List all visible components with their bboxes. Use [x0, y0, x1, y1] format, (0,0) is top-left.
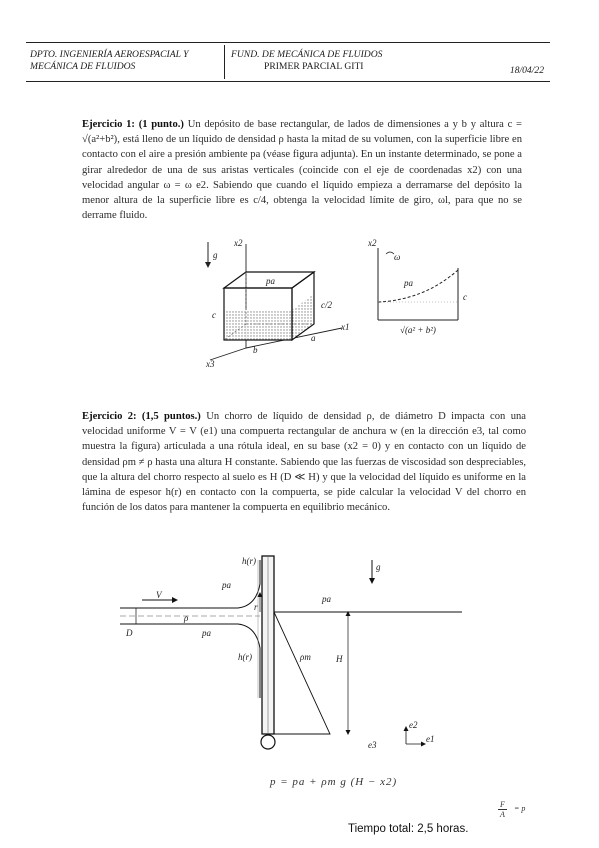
gate-liquid-density-label: ρm [300, 652, 311, 662]
height-c-label: c [212, 310, 216, 320]
department-label: DPTO. INGENIERÍA AEROESPACIAL Y MECÁNICA DE FLUIDOS [30, 49, 189, 72]
gravity-arrow-icon [205, 242, 211, 268]
jet-density-label: ρ [184, 613, 189, 623]
exam-date: 18/04/22 [509, 65, 544, 76]
exercise-1-title: Ejercicio 1: (1 punto.) [82, 119, 184, 130]
gate-figure [110, 548, 480, 758]
exercise-2-body: Un chorro de líquido de densidad ρ, de diámetro D impacta con una velocidad uniforme V = V (e1) una compuerta rectangular de anchura w (en la dirección e3, tal como muestra la figura) articulada a una rótula ideal, en su base (x2 = 0) y en contacto con un líquido de densidad ρm ≠ ρ hasta una altura H constante. Sabiendo que las fuerzas de viscosidad son despreciables, que la altura del chorro respecto al suelo es H (D ≪ H) y que la velocidad del líquido es uniforme en la lámina de espesor h(r) en contacto con la compuerta, se pide calcular la velocidad V del chorro en función de los datos para mantener la compuerta en equilibrio mecánico. [82, 411, 527, 514]
gravity-label: g [213, 250, 218, 260]
course-title: FUND. DE MECÁNICA DE FLUIDOS [231, 49, 383, 60]
profile-pa-label: pa [404, 278, 413, 288]
omega-label: ω [394, 252, 401, 262]
total-time: Tiempo total: 2,5 horas. [348, 823, 469, 835]
ratio-numerator: F [500, 800, 505, 809]
ratio-rest: = p [514, 804, 526, 813]
pressure-formula: p = pa + ρm g (H − x2) [270, 776, 398, 788]
upper-pa-label: pa [222, 580, 231, 590]
x2-axis-label: x2 [234, 238, 243, 248]
profile-x2-label: x2 [368, 238, 377, 248]
e2-axis-label: e2 [409, 720, 418, 730]
gravity-label-2: g [376, 562, 381, 572]
jet-diameter-label: D [126, 628, 133, 638]
lower-thickness-label: h(r) [238, 652, 252, 662]
course-block [231, 49, 461, 73]
surface-profile-figure [364, 236, 474, 336]
upper-thickness-label: h(r) [242, 556, 256, 566]
tank-figure [196, 236, 356, 368]
exercise-1 [82, 117, 522, 223]
side-a-label: a [311, 333, 316, 343]
exam-header [26, 42, 550, 82]
profile-c-label: c [463, 292, 467, 302]
rotation-arrow-icon [386, 252, 394, 254]
x3-axis-label: x3 [206, 359, 215, 368]
force-ratio-note [498, 800, 526, 819]
tank-pa-label: pa [266, 276, 275, 286]
exercise-1-body: Un depósito de base rectangular, de lados de dimensiones a y b y altura c = √(a²+b²), está lleno de un líquido de densidad ρ hasta la mitad de su volumen, con la superficie libre en contacto con el aire a presión ambiente pa (véase figura adjunta). En un instante determinado, se pone a girar alrededor de una de sus aristas verticales (coincide con el eje de coordenadas x2) con una velocidad angular ω = ω e2. Sabiendo que cuando el líquido empieza a derramarse del depósito la menor altura de la superficie libre es c/4, obtenga la velocidad límite de giro, ωl, para que no se derrame fluido. [82, 119, 522, 222]
e3-axis-label: e3 [368, 740, 377, 750]
right-pa-label: pa [322, 594, 331, 604]
jet-velocity-label: V [156, 590, 162, 600]
radial-coordinate-label: r [254, 602, 258, 612]
x1-axis-label: x1 [341, 322, 350, 332]
diagonal-label: √(a² + b²) [400, 325, 436, 335]
side-b-label: b [253, 345, 258, 355]
exercise-2-title: Ejercicio 2: (1,5 puntos.) [82, 411, 201, 422]
header-divider [224, 45, 225, 79]
liquid-height-label: H [336, 654, 343, 664]
exercise-2 [82, 409, 526, 515]
hinge-icon [261, 735, 275, 749]
exam-title: PRIMER PARCIAL GITI [264, 61, 364, 72]
lower-pa-label: pa [202, 628, 211, 638]
half-height-label: c/2 [321, 300, 332, 310]
ratio-denominator: A [500, 810, 505, 819]
e1-axis-label: e1 [426, 734, 435, 744]
